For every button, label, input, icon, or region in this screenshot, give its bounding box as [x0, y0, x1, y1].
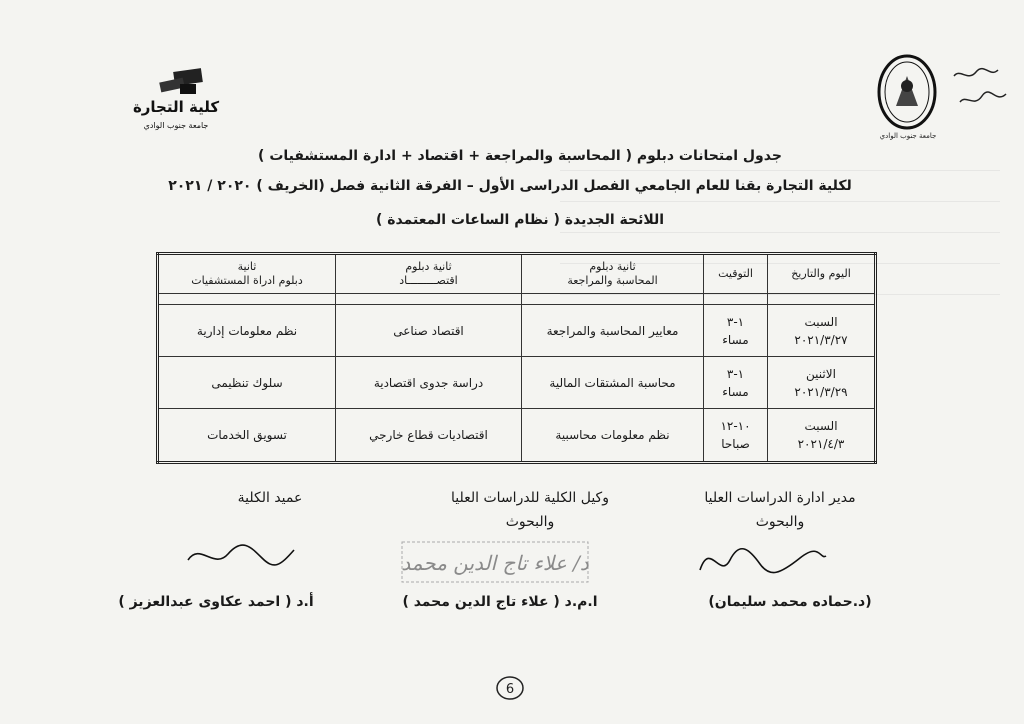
signatory-title-dean: عميد الكلية	[237, 490, 303, 506]
document-title: جدول امتحانات دبلوم ( المحاسبة والمراجعة + اقتصاد + ادارة المستشفيات )	[258, 148, 782, 164]
economics-cell: اقتصاد صناعى	[336, 305, 522, 357]
col-header-time: التوقيت	[704, 254, 768, 294]
signatory-name-vice-dean: ا.م.د ( علاء تاج الدين محمد )	[402, 594, 598, 610]
stamp-vice-dean	[400, 540, 590, 584]
accounting-cell: معايير المحاسبة والمراجعة	[522, 305, 704, 357]
hospital-cell: سلوك تنظيمى	[158, 357, 336, 409]
col-header-accounting: ثانية دبلوم المحاسبة والمراجعة	[522, 254, 704, 294]
signatory-name-dean: أ.د ( احمد عكاوى عبدالعزيز )	[118, 594, 314, 610]
faculty-logo	[130, 66, 220, 134]
hospital-cell: نظم معلومات إدارية	[158, 305, 336, 357]
day-date-cell: السبت ٢٠٢١/٣/٢٧	[768, 305, 876, 357]
economics-cell: دراسة جدوى اقتصادية	[336, 357, 522, 409]
time-cell: ١-٣ مساء	[704, 357, 768, 409]
accounting-cell: نظم معلومات محاسبية	[522, 409, 704, 463]
handwritten-initials	[946, 58, 1016, 118]
signatory-title-vice-dean: وكيل الكلية للدراسات العليا والبحوث	[451, 490, 609, 530]
signature-dean	[180, 530, 300, 576]
economics-cell: اقتصاديات قطاع خارجي	[336, 409, 522, 463]
svg-text:6: 6	[505, 682, 515, 697]
seal-caption: جامعة جنوب الوادي	[879, 132, 937, 140]
col-header-economics: ثانية دبلوم اقتصـــــــــاد	[336, 254, 522, 294]
svg-text:كلية التجارة: كلية التجارة	[132, 98, 220, 116]
page-number	[494, 674, 526, 702]
table-row	[158, 305, 876, 357]
signature-graduate-director	[690, 530, 830, 586]
exam-schedule-table	[156, 252, 877, 464]
regulation-note: اللائحة الجديدة ( نظام الساعات المعتمدة )	[375, 212, 665, 228]
svg-text:د/ علاء تاج الدين محمد: د/ علاء تاج الدين محمد	[401, 551, 589, 575]
hospital-cell: تسويق الخدمات	[158, 409, 336, 463]
svg-text:جامعة جنوب الوادي: جامعة جنوب الوادي	[143, 121, 209, 130]
table-row	[158, 357, 876, 409]
time-cell: ١٠-١٢ صباحا	[704, 409, 768, 463]
col-header-hospital: ثانية دبلوم ادراة المستشفيات	[158, 254, 336, 294]
day-date-cell: الاثنين ٢٠٢١/٣/٢٩	[768, 357, 876, 409]
university-seal	[876, 52, 938, 134]
day-date-cell: السبت ٢٠٢١/٤/٣	[768, 409, 876, 463]
table-row	[158, 409, 876, 463]
accounting-cell: محاسبة المشتقات المالية	[522, 357, 704, 409]
document-subtitle: لكلية التجارة بقنا للعام الجامعي الفصل الدراسى الأول – الفرقة الثانية فصل (الخريف ) ٢٠٢٠ / ٢٠٢١	[168, 178, 852, 194]
signatory-name-graduate-director: (د.حماده محمد سليمان)	[708, 594, 872, 610]
table-header-row	[158, 254, 876, 294]
time-cell: ١-٣ مساء	[704, 305, 768, 357]
col-header-day-date: اليوم والتاريخ	[768, 254, 876, 294]
table-spacer	[158, 294, 876, 305]
signatory-title-graduate-director: مدير ادارة الدراسات العليا والبحوث	[704, 490, 856, 530]
